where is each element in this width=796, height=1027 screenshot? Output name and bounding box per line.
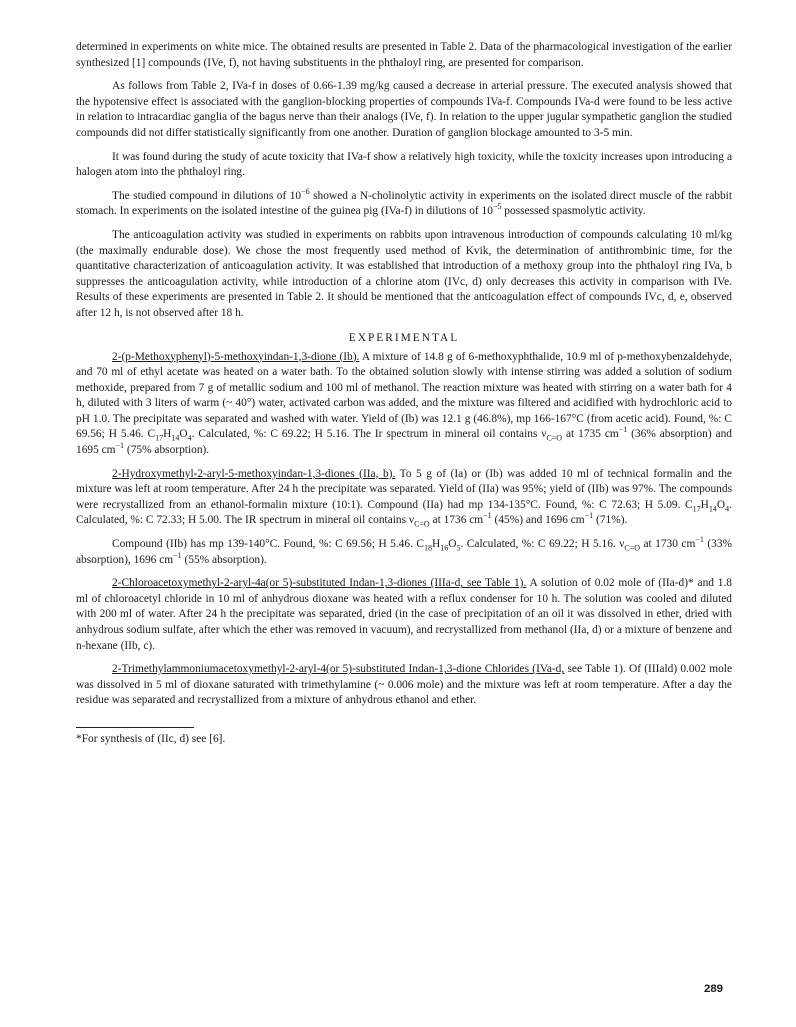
procedure-iiia-d: 2-Chloroacetoxymethyl-2-aryl-4a(or 5)-substituted Indan-1,3-diones (IIIa-d, see Table 1). A solution of 0.02 mole of (IIa-d)* and 1.8 ml of chloroacetyl chloride in 10 ml of anhydrous dioxane was heated with a reflux condenser for 10 h. The solution was cooled and diluted with 200 ml of water. After 24 h the precipitate was separated, dried (in the case of precipitation of an oil it was dissolved in ether, dried with anhydrous sodium sulfate, after which the ether was removed in vacuum), and recrystallized from methanol (IIa, d) or a mixture of benzene and n-hexane (IIb, c). [76, 577, 732, 652]
procedure-title: 2-Hydroxymethyl-2-aryl-5-methoxyindan-1,3-diones (IIa, b). [112, 467, 396, 480]
paragraph-results-intro: determined in experiments on white mice. The obtained results are presented in Table 2. Data of the pharmacological investigation of the earlier synthesized [1] compounds (IVe, f), not having substituents in the phthaloyl ring, are presented for comparison. [76, 41, 732, 69]
procedure-title: 2-Trimethylammoniumacetoxymethyl-2-aryl-4(or 5)-substituted Indan-1,3-dione Chlorides (IVa-d, [112, 663, 565, 676]
procedure-iva-d: 2-Trimethylammoniumacetoxymethyl-2-aryl-4(or 5)-substituted Indan-1,3-dione Chlorides (IVa-d, see Table 1). Of (IIIald) 0.002 mole was dissolved in 5 ml of dioxane saturated with trimethylamine (~ 0.006 mole) and the mixture was left at room temperature. After a day the residue was separated and recrystallized from a mixture of anhydrous ethanol and ether. [76, 663, 732, 707]
procedure-title: 2-(p-Methoxyphenyl)-5-methoxyindan-1,3-dione (Ib). [112, 350, 360, 363]
footnote-divider [76, 727, 194, 728]
footnote: *For synthesis of (IIc, d) see [6]. [76, 732, 226, 745]
article-page [76, 40, 732, 747]
page-number: 289 [704, 983, 724, 995]
paragraph-anticoagulation: The anticoagulation activity was studied in experiments on rabbits upon intravenous introduction of compounds calculating 10 ml/kg (the maximally endurable dose). We chose the most frequently used method of Kvik, the determination of antithrombinic time, for the quantitative characterization of anticoagulation activity. It was established that introduction of a methoxy group into the phthaloyl ring IVa, b suppresses the anticoagulation activity, while introduction of a chlorine atom (IVc, d) only decreases this activity in comparison with IVe. Results of these experiments are presented in Table 2. It should be mentioned that the anticoagulation effect of compounds IVc, d, e, observed after 12 h, is not observed after 18 h. [76, 228, 732, 319]
procedure-title: 2-Chloroacetoxymethyl-2-aryl-4a(or 5)-substituted Indan-1,3-diones (IIIa-d, see Table 1). [112, 577, 527, 590]
paragraph-cholinolytic: The studied compound in dilutions of $10^{-6}$ showed a N-cholinolytic activity in experiments on the isolated direct muscle of the rabbit stomach. In experiments on the isolated intestine of the guinea pig (IVa-f) in dilutions of $10^{-5}$ possessed spasmolytic activity. [76, 186, 732, 218]
procedure-iia-b: 2-Hydroxymethyl-2-aryl-5-methoxyindan-1,3-diones (IIa, b). To 5 g of (Ia) or (Ib) was added 10 ml of technical formalin and the mixture was left at room temperature. After 24 h the precipitate was separated. Yield of (IIa) was 95%; yield of (IIb) was 97%. The compounds were recrystallized from an ethanol-formalin mixture (10:1). Compound (IIa) had mp 134-135°C. Found, %: C 72.63; H 5.09. $C_{17}H_{14}O_4$. Calculated, %: C 72.33; H 5.00. The IR spectrum in mineral oil contains $\nu_{C=O}$ at 1736 $cm^{-1}$ (45%) and 1696 $cm^{-1}$ (71%). [76, 467, 732, 529]
procedure-ib: 2-(p-Methoxyphenyl)-5-methoxyindan-1,3-dione (Ib). A mixture of 14.8 g of 6-methoxyphthalide, 10.9 ml of p-methoxybenzaldehyde, and 70 ml of ethyl acetate was heated on a water bath. To the obtained solution slowly with intense stirring was added a solution of sodium methoxide, prepared from 7 g of metallic sodium and 100 ml of methanol. The reaction mixture was heated with stirring on a water bath for 4 h, diluted with 3 liters of warm (~ 40°) water, activated carbon was added, and the mixture was filtered and acidified with hydrochloric acid to pH 1.0. The precipitate was separated and washed with water. Yield of (Ib) was 12.1 g (46.8%), mp 166-167°C (from acetic acid). Found, %: C 69.56; H 5.46. $C_{17}H_{14}O_4$. Calculated, %: C 69.22; H 5.16. The Ir spectrum in mineral oil contains $\nu_{C=O}$ at 1735 $cm^{-1}$ (36% absorption) and 1695 $cm^{-1}$ (75% absorption). [76, 350, 733, 457]
paragraph-hypotensive: As follows from Table 2, IVa-f in doses of 0.66-1.39 mg/kg caused a decrease in arterial pressure. The executed analysis showed that the hypotensive effect is associated with the ganglion-blocking properties of compounds IVa-f. Compounds IVa-d were found to be less active in relation to intracardiac ganglia of the bagus nerve than their analogs (IVe, f). In relation to the upper jugular sympathetic ganglion the studied compounds did not differ statistically significantly from one another. Duration of ganglion blockage amounted to 3-5 min. [76, 80, 732, 139]
paragraph-toxicity: It was found during the study of acute toxicity that IVa-f show a relatively high toxicity, while the toxicity increases upon introducing a halogen atom into the phthaloyl ring. [76, 150, 732, 179]
section-heading-experimental: EXPERIMENTAL [348, 331, 460, 344]
procedure-iib: Compound (IIb) has mp 139-140°C. Found, %: C 69.56; H 5.46. $C_{18}H_{16}O_5$. Calculated, %: C 69.22; H 5.16. $\nu_{C=O}$ at 1730 $cm^{-1}$ (33% absorption), 1696 $cm^{-1}$ (55% absorption). [76, 535, 733, 566]
